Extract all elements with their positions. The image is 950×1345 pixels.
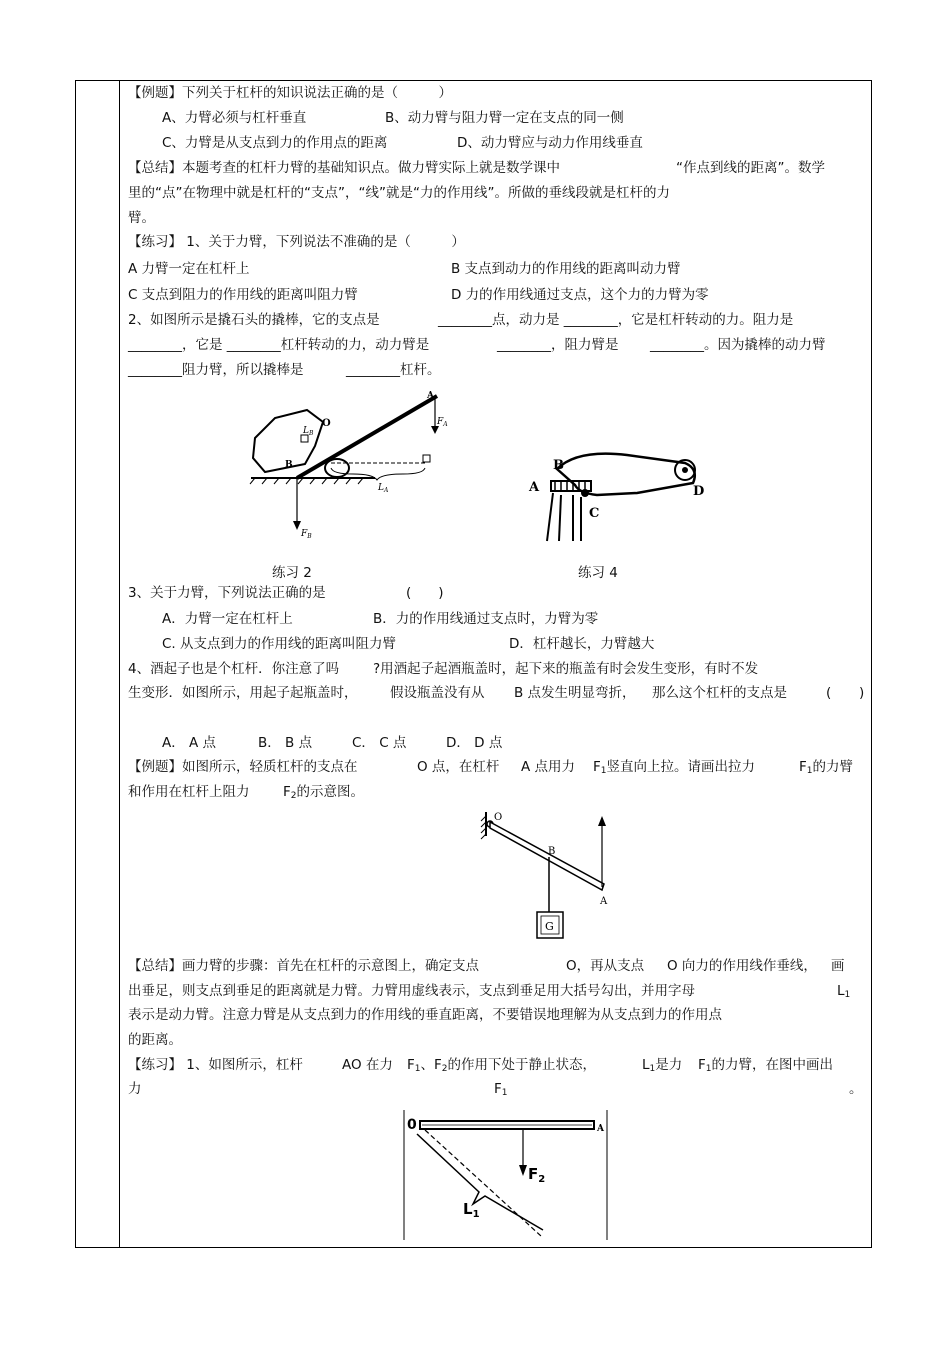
practice1-option-a: A 力臂一定在杠杆上 xyxy=(128,261,250,277)
fig2-label-b: B xyxy=(553,458,564,473)
arm-l1-brace xyxy=(417,1134,546,1230)
practice3-option-d: D．杠杆越长，力臂越大 xyxy=(509,636,655,652)
practice1-option-c: C 支点到阻力的作用线的距离叫阻力臂 xyxy=(128,287,358,303)
practice5-line2b: $F_1$ xyxy=(494,1081,508,1098)
practice4-line2a: 生变形．如图所示，用起子起瓶盖时， xyxy=(128,685,358,701)
force-f2-arrowhead xyxy=(519,1165,527,1176)
fig1-label-fa: $F_A$ xyxy=(437,417,448,428)
practice2-line1b: ________点，动力是 ________，它是杠杆转动的力。阻力是 xyxy=(438,312,794,328)
practice2-line1a: 2、如图所示是撬石头的撬棒，它的支点是 xyxy=(128,312,380,328)
practice4-line1a: 4、酒起子也是个杠杆．你注意了吗 xyxy=(128,661,340,677)
practice3-paren: ( ) xyxy=(406,585,444,601)
bottle-opener-figure xyxy=(517,441,713,543)
force-b-arrowhead xyxy=(293,521,301,530)
crowbar-figure xyxy=(245,388,452,543)
fig1-label-la: $L_A$ xyxy=(378,483,389,494)
lever-ao-figure xyxy=(403,1110,608,1240)
fig4-label-o: 0 xyxy=(407,1117,417,1133)
summary2-line2a: 出垂足，则支点到垂足的距离就是力臂。力臂用虚线表示，支点到垂足用大括号勾出，并用字母 xyxy=(128,983,695,999)
fig3-label-a: A xyxy=(600,896,608,907)
example2-line2b: $F_2$的示意图。 xyxy=(283,784,364,801)
summary2-line1c: O 向力的作用线作垂线， xyxy=(667,958,817,974)
practice1-option-b: B 支点到动力的作用线的距离叫动力臂 xyxy=(451,261,681,277)
practice3-option-a: A．力臂一定在杠杆上 xyxy=(162,611,293,627)
practice2-line3b: ________杠杆。 xyxy=(346,362,441,378)
force-f1-arrowhead xyxy=(598,816,606,826)
practice2-line2c: ________。因为撬棒的动力臂 xyxy=(650,337,826,353)
practice2-line2a: ________，它是 ________杠杆转动的力，动力臂是 xyxy=(128,337,430,353)
fig1-label-a: A xyxy=(427,391,434,401)
practice4-option-c: C． C 点 xyxy=(352,735,407,751)
summary2-line1d: 画 xyxy=(831,958,845,974)
practice4-line2c: B 点发生明显弯折， xyxy=(514,685,636,701)
fig1-label-fb: $F_B$ xyxy=(301,529,312,540)
summary2-line2b: $L_1$ xyxy=(837,983,851,1000)
example2-line2a: 和作用在杠杆上阻力 xyxy=(128,784,250,800)
right-angle-mark-b xyxy=(301,435,308,442)
practice5-line2c: 。 xyxy=(849,1081,863,1097)
practice4-option-b: B． B 点 xyxy=(258,735,313,751)
example1-option-a: A、力臂必须与杠杆垂直 xyxy=(162,110,307,126)
example1-question: 【例题】下列关于杠杆的知识说法正确的是（ ） xyxy=(128,85,452,101)
practice4-option-d: D． D 点 xyxy=(446,735,503,751)
opener-ring-inner xyxy=(682,467,688,473)
practice3-option-c: C. 从支点到力的作用线的距离叫阻力臂 xyxy=(162,636,397,652)
summary1-line2: 里的“点”在物理中就是杠杆的“支点”，“线”就是“力的作用线”。所做的垂线段就是杠杆的力 xyxy=(128,185,670,201)
practice3-question: 3、关于力臂，下列说法正确的是 xyxy=(128,585,326,601)
fig2-label-a: A xyxy=(529,480,540,495)
example2-line1b: O 点，在杠杆 xyxy=(417,759,500,775)
figure2-caption: 练习 4 xyxy=(578,565,618,581)
lever-weight-figure xyxy=(478,804,625,948)
practice5-line1a: 【练习】 1、如图所示，杠杆 xyxy=(128,1057,303,1073)
fig3-label-b: B xyxy=(548,846,556,857)
practice4-line1b: ?用酒起子起酒瓶盖时，起下来的瓶盖有时会发生变形，有时不发 xyxy=(373,661,759,677)
opener-body xyxy=(557,454,695,495)
fig4-label-f2: $F_2$ xyxy=(528,1165,546,1185)
example1-option-c: C、力臂是从支点到力的作用点的距离 xyxy=(162,135,388,151)
practice1-question: 【练习】 1、关于力臂，下列说法不准确的是（ ） xyxy=(128,234,465,250)
right-angle-mark-a xyxy=(423,455,430,462)
lever-bar xyxy=(490,822,604,890)
fig1-label-o: O xyxy=(322,418,331,429)
column-separator xyxy=(119,80,120,1248)
practice5-line1f: $L_1$是力 xyxy=(642,1057,683,1074)
practice5-line1c: $F_1$、$F_2$的作用下处于静止状态， xyxy=(407,1057,596,1074)
example2-line1d: $F_1$竖直向上拉。请画出拉力 xyxy=(593,759,755,776)
practice4-paren-close: ) xyxy=(859,685,865,701)
practice3-option-b: B．力的作用线通过支点时，力臂为零 xyxy=(373,611,599,627)
practice4-line2b: 假设瓶盖没有从 xyxy=(390,685,485,701)
summary2-line1b: O，再从支点 xyxy=(566,958,645,974)
practice4-option-a: A． A 点 xyxy=(162,735,217,751)
contact-point-c xyxy=(581,489,589,497)
bottle-neck xyxy=(547,493,581,541)
figure1-caption: 练习 2 xyxy=(272,565,312,581)
fig4-label-l1: $L_1$ xyxy=(463,1200,480,1220)
fig1-label-b: B xyxy=(285,460,293,470)
fig2-label-c: C xyxy=(589,506,600,521)
fig3-label-o: O xyxy=(494,812,503,823)
example2-line1c: A 点用力 xyxy=(521,759,576,775)
practice2-line3a: ________阻力臂，所以撬棒是 xyxy=(128,362,304,378)
summary2-line1a: 【总结】画力臂的步骤：首先在杠杆的示意图上，确定支点 xyxy=(128,958,479,974)
summary1-line3: 臂。 xyxy=(128,210,155,226)
practice5-line1b: AO 在力 xyxy=(342,1057,393,1073)
practice1-option-d: D 力的作用线通过支点，这个力的力臂为零 xyxy=(451,287,709,303)
summary1-line1a: 【总结】本题考查的杠杆力臂的基础知识点。做力臂实际上就是数学课中 xyxy=(128,160,560,176)
practice2-line2b: ________，阻力臂是 xyxy=(497,337,619,353)
fig2-label-d: D xyxy=(693,484,705,499)
practice5-line1h: $F_1$的力臂，在图中画出 xyxy=(698,1057,833,1074)
example2-line1f: $F_1$的力臂 xyxy=(799,759,853,776)
summary2-line4: 的距离。 xyxy=(128,1032,182,1048)
fig1-label-lb: $L_B$ xyxy=(303,426,314,437)
practice5-line2a: 力 xyxy=(128,1081,142,1097)
force-a-arrowhead xyxy=(431,426,439,434)
example2-line1a: 【例题】如图所示，轻质杠杆的支点在 xyxy=(128,759,358,775)
fig3-label-g: G xyxy=(545,920,554,933)
summary1-line1b: “作点到线的距离”。数学 xyxy=(676,160,825,176)
example1-option-b: B、动力臂与阻力臂一定在支点的同一侧 xyxy=(385,110,624,126)
practice4-paren-open: ( xyxy=(826,685,832,701)
practice4-line2d: 那么这个杠杆的支点是 xyxy=(652,685,787,701)
example1-option-d: D、动力臂应与动力作用线垂直 xyxy=(457,135,643,151)
summary2-line3: 表示是动力臂。注意力臂是从支点到力的作用线的垂直距离，不要错误地理解为从支点到力的作用点 xyxy=(128,1007,722,1023)
fig4-label-a: A xyxy=(597,1124,604,1134)
